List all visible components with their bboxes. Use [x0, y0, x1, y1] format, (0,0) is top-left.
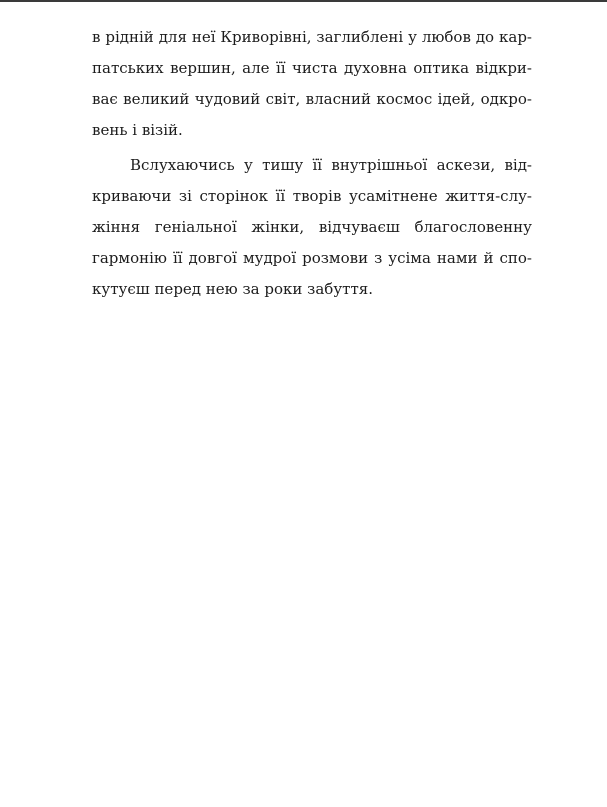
- text-line: гармонію її довгої мудрої розмови з усіма нами й спо-: [92, 249, 532, 267]
- text-line: ває великий чудовий світ, власний космос ідей, одкро-: [92, 90, 532, 108]
- text-line: кутуєш перед нею за роки забуття.: [92, 280, 373, 298]
- text-line: жіння геніальної жінки, відчуваєш благословенну: [92, 218, 532, 236]
- body-text: [92, 22, 532, 305]
- text-line: патських вершин, але її чиста духовна оптика відкри-: [92, 59, 532, 77]
- paragraph-2: [92, 150, 532, 305]
- text-line: в рідній для неї Криворівні, заглиблені у любов до кар-: [92, 28, 532, 46]
- text-line: криваючи зі сторінок її творів усамітнене життя-слу-: [92, 187, 532, 205]
- text-line: Вслухаючись у тишу її внутрішньої аскези, від-: [130, 156, 532, 174]
- paragraph-1: [92, 22, 532, 146]
- text-line: вень і візій.: [92, 121, 183, 139]
